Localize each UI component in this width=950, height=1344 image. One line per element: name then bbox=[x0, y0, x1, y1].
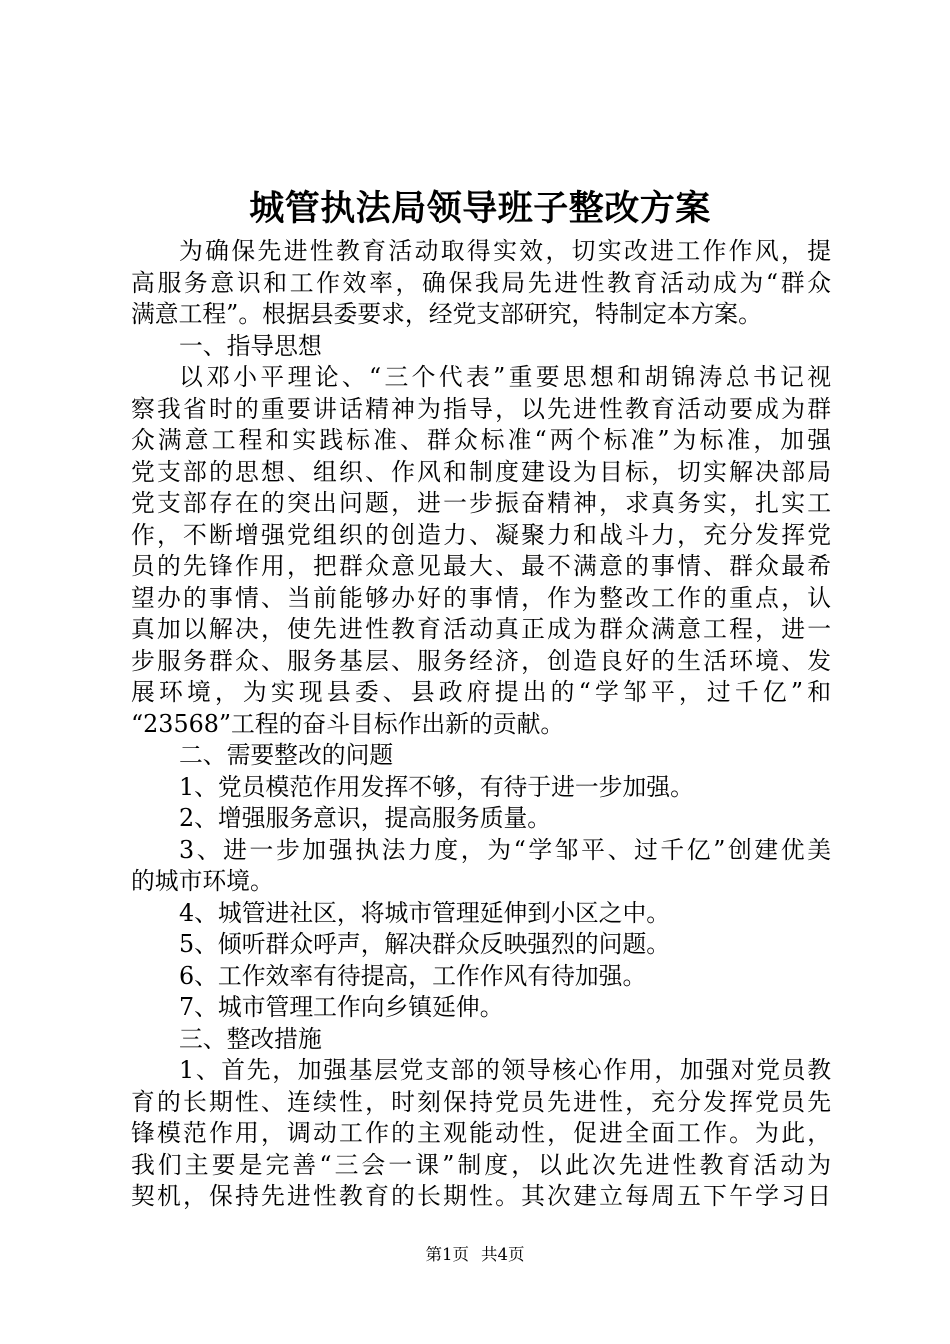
text-line: 众满意工程和实践标准、群众标准“两个标准”为标准，加强 bbox=[131, 426, 831, 454]
page-footer bbox=[0, 1243, 950, 1267]
text-line: 真加以解决，使先进性教育活动真正成为群众满意工程，进一 bbox=[131, 615, 831, 643]
text-line: 以邓小平理论、“三个代表”重要思想和胡锦涛总书记视 bbox=[179, 363, 831, 391]
text-line: 的城市环境。 bbox=[131, 867, 274, 895]
page-total: 共4页 bbox=[481, 1245, 525, 1264]
text-line: 育的长期性、连续性，时刻保持党员先进性，充分发挥党员先 bbox=[131, 1087, 831, 1116]
text-line: 步服务群众、服务基层、服务经济，创造良好的生活环境、发 bbox=[131, 646, 831, 675]
text-line: 5、倾听群众呼声，解决群众反映强烈的问题。 bbox=[179, 930, 671, 958]
text-line: 党支部存在的突出问题，进一步振奋精神，求真务实，扎实工 bbox=[131, 489, 831, 517]
text-line: 4、城管进社区，将城市管理延伸到小区之中。 bbox=[179, 898, 671, 927]
text-line: 作，不断增强党组织的创造力、凝聚力和战斗力，充分发挥党 bbox=[131, 520, 831, 549]
text-line: 二、需要整改的问题 bbox=[179, 741, 394, 769]
text-line: 1、党员模范作用发挥不够，有待于进一步加强。 bbox=[179, 772, 694, 801]
text-line: 察我省时的重要讲话精神为指导，以先进性教育活动要成为群 bbox=[131, 394, 831, 423]
text-line: 契机，保持先进性教育的长期性。其次建立每周五下午学习日 bbox=[131, 1182, 831, 1210]
text-line: 展环境，为实现县委、县政府提出的“学邹平，过千亿”和 bbox=[131, 678, 831, 706]
text-line: 锋模范作用，调动工作的主观能动性，促进全面工作。为此， bbox=[131, 1119, 831, 1147]
text-line: 高服务意识和工作效率，确保我局先进性教育活动成为“群众 bbox=[131, 268, 831, 297]
text-line: 为确保先进性教育活动取得实效，切实改进工作作风，提 bbox=[179, 237, 831, 265]
text-line: 3、进一步加强执法力度，为“学邹平、过千亿”创建优美 bbox=[179, 835, 831, 864]
document-title: 城管执法局领导班子整改方案 bbox=[249, 188, 711, 229]
text-line: “23568”工程的奋斗目标作出新的贡献。 bbox=[131, 709, 565, 738]
text-line: 我们主要是完善“三会一课”制度，以此次先进性教育活动为 bbox=[131, 1150, 831, 1179]
document-body bbox=[131, 236, 831, 1213]
text-line: 党支部的思想、组织、作风和制度建设为目标，切实解决部局 bbox=[131, 457, 831, 486]
text-line: 三、整改措施 bbox=[179, 1024, 322, 1053]
text-line: 满意工程”。根据县委要求，经党支部研究，特制定本方案。 bbox=[131, 300, 762, 328]
text-line: 2、增强服务意识，提高服务质量。 bbox=[179, 804, 552, 832]
page-number: 第1页 bbox=[425, 1245, 469, 1264]
text-line: 6、工作效率有待提高，工作作风有待加强。 bbox=[179, 961, 647, 990]
text-line: 7、城市管理工作向乡镇延伸。 bbox=[179, 993, 504, 1021]
text-line: 1、首先，加强基层党支部的领导核心作用，加强对党员教 bbox=[179, 1056, 831, 1084]
text-line: 员的先锋作用，把群众意见最大、最不满意的事情、群众最希 bbox=[131, 552, 831, 580]
text-line: 一、指导思想 bbox=[179, 331, 322, 360]
text-line: 望办的事情、当前能够办好的事情，作为整改工作的重点，认 bbox=[131, 583, 831, 612]
